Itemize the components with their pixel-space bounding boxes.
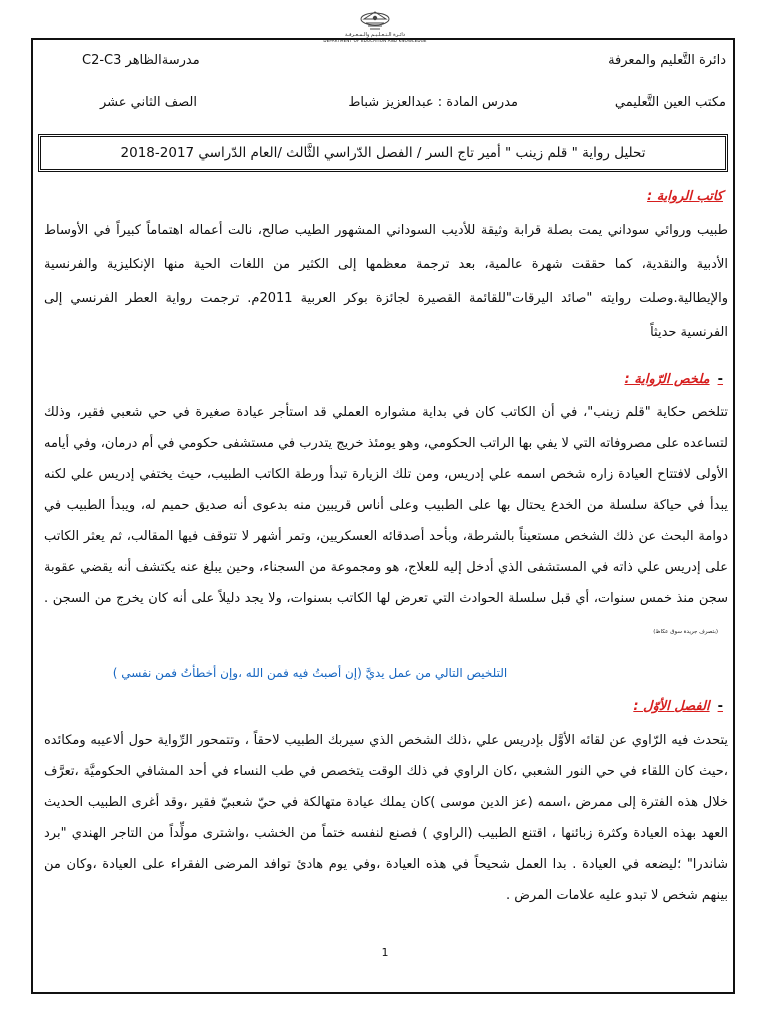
author-paragraph: طبيب وروائي سوداني يمت بصلة قرابة وثيقة للأديب السوداني المشهور الطيب صالح، نالت أعماله اهتماماً كبيراً في الأوساط الأدبية والنقدية، كما حققت شهرة عالمية، بعد ترجمة معظمها إلى الكثير من اللغات الحية منها الإنكليزية والفرنسية والإيطالية.وصلت روايته "صائد اليرقات"للقائمة القصيرة لجائزة بوكر العربية 2011م. ترجمت رواية العطر الفرنسي إلى الفرنسية حديثاً [44,223,728,340]
teacher-name: مدرس المادة : عبدالعزيز شباط [348,95,518,110]
logo-arabic-text: دائـرة الـتـعـلـيـم والـمـعـرفـة [345,32,405,38]
summary-paragraph [44,397,728,648]
chapter1-heading-text: الفصل الأوّل : [633,699,710,714]
bullet-dash: - [717,372,723,387]
summary-heading [625,372,723,387]
page-title-text: تحليل رواية " قلم زينب " أمير تاج السر / الفصل الدّراسي الثَّالث /العام الدّراسي 2017-2018 [120,145,646,161]
author-heading-text: كاتب الرواية : [646,189,723,204]
author-note-quote: التلخيص التالي من عمل يديَّ (إن أصبتُ فيه فمن الله ،وإن أخطأتُ فمن نفسي ) [112,666,508,680]
emblem-icon [356,10,394,32]
summary-text: تتلخص حكاية "قلم زينب"، في أن الكاتب كان في بداية مشواره العملي قد استأجر عيادة صغيرة في حي شعبي فقير، وذلك لتساعده على مصروفاته التي لا يفي بها الراتب الحكومي، وهو يومئذ خريج يتدرب في مستشفى حكومي في أم درمان، وفي أيامه الأولى لافتتاح العيادة زاره شخص اسمه علي إدريس، ومن تلك الزيارة تبدأ ورطة الكاتب الطبيب، حيث يختفي إدريس علي لكنه يبدأ في حياكة سلسلة من الخدع يحتال بها على الطبيب وعلى أناس قريبين منه بدعوى أنه صديق حميم له، ويبدأ الطبيب في دوامة البحث عن ذلك الشخص مستعيناً بالشرطة، وبأحد أصدقائه العسكريين، وتمر أشهر لا تتوقف فيها المقالب، ثم يعثر الكاتب على إدريس علي ذاته في المستشفى الذي أدخل إليه للعلاج، هو ومجموعة من السجناء، وحين يبلغ عنه يكتشف أنه يقضي عقوبة سجن منذ خمس سنوات، أي قبل سلسلة الحوادث التي تعرض لها الكاتب بسنوات، ولا يجد دليلاً على أنه كان يخرج من السجن . [44,405,728,606]
page-number: 1 [381,946,389,959]
logo-english-text: DEPARTMENT OF EDUCATION AND KNOWLEDGE [323,38,427,43]
page-title [38,134,728,172]
author-heading [647,189,723,204]
source-note: (بتصرف جريدة سوق عكاظ) [653,629,718,635]
chapter1-paragraph: يتحدث فيه الرّاوي عن لقائه الأوَّل بإدريس علي ،ذلك الشخص الذي سيربك الطبيب لاحقاً ، وتتمحور الرِّواية حول ألاعيبه ومكائده ،حيث كان اللقاء في حي النور الشعبي ،كان الراوي في ذلك الوقت يتخصص في طب النساء في أحد المشافي الحكوميَّة ،تعرَّف خلال هذه الفترة إلى ممرض ،اسمه (عز الدين موسى )كان يملك عيادة متهالكة في حيّ شعبيّ فقير ،وقد أغرى الطبيب الحديث العهد بهذه العيادة وكثرة زبائنها ، اقتنع الطبيب (الراوي ) فصنع لنفسه ختماً من الخشب ،واشترى مولِّداً من التاجر الهندي "برد شاندرا" ؛ليضعه في العيادة . بدا العمل شحيحاً في هذه العيادة ،وفي يوم هادئ توافد المرضى الفقراء على العيادة ،وكان من بينهم شخص لا تبدو عليه علامات المرض . [44,733,728,903]
office-name: مكتب العين التَّعليمي [614,95,726,110]
school-name: مدرسةالظاهر C2-C3 [82,53,200,68]
summary-heading-text: ملخص الرّواية : [624,372,710,387]
department-name: دائرة التَّعليم والمعرفة [608,53,726,68]
grade-label: الصف الثاني عشر [100,95,198,110]
bullet-dash: - [717,699,723,714]
chapter1-heading [633,699,723,714]
